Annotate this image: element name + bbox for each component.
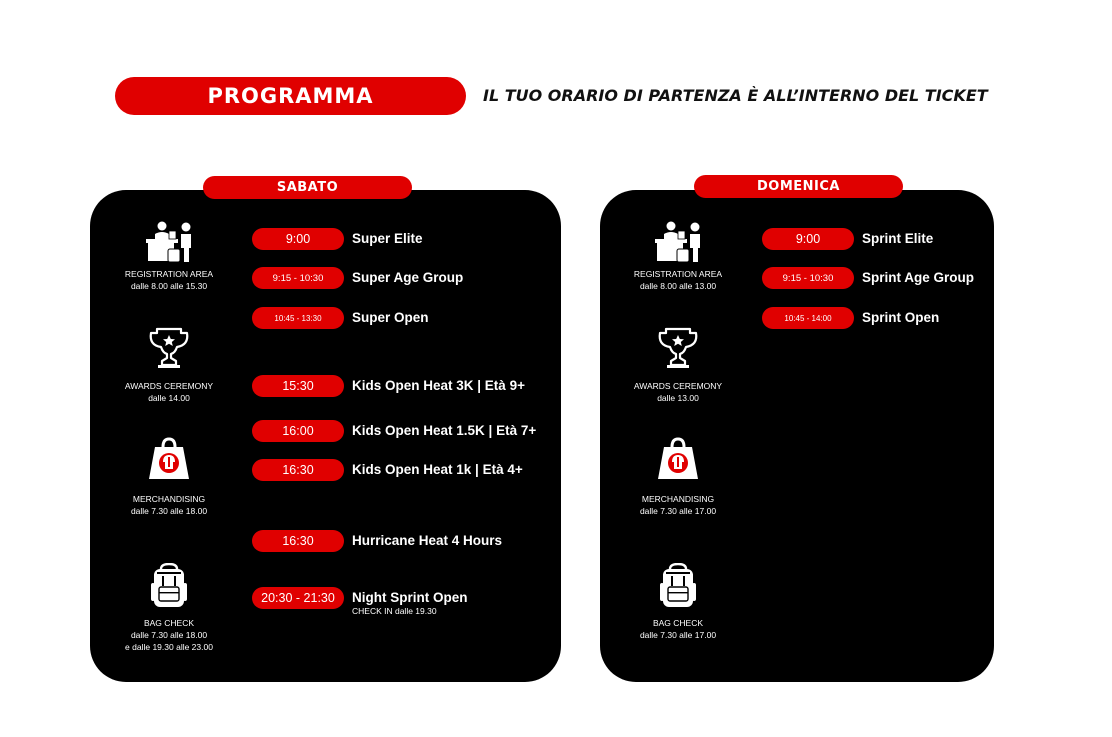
event-label: Kids Open Heat 1k | Età 4+: [352, 462, 523, 477]
sunday-service-awards: [598, 325, 758, 404]
saturday-day-label: SABATO: [203, 176, 412, 199]
event-time: 9:00: [252, 228, 344, 250]
sunday-event: [762, 267, 974, 289]
event-time: 16:30: [252, 530, 344, 552]
event-label: Sprint Age Group: [862, 270, 974, 285]
event-time: 9:15 - 10:30: [762, 267, 854, 289]
sunday-event: [762, 307, 939, 329]
service-hours: dalle 14.00: [148, 393, 190, 403]
event-time: 15:30: [252, 375, 344, 397]
service-hours-extra: e dalle 19.30 alle 23.00: [125, 642, 213, 652]
service-hours: dalle 8.00 alle 15.30: [130, 281, 208, 291]
saturday-event: [252, 420, 536, 442]
ticket-note: IL TUO ORARIO DI PARTENZA È ALL’INTERNO DEL TICKET: [483, 86, 988, 105]
event-time: 9:00: [762, 228, 854, 250]
event-note: CHECK IN dalle 19.30: [352, 606, 437, 616]
service-hours: dalle 13.00: [657, 393, 699, 403]
service-name: BAG CHECK: [143, 618, 195, 628]
service-hours: dalle 7.30 alle 17.00: [639, 630, 717, 640]
service-name: AWARDS CEREMONY: [124, 381, 214, 391]
service-name: MERCHANDISING: [132, 494, 206, 504]
saturday-event: [252, 375, 525, 397]
registration-desk-icon: [144, 218, 194, 264]
event-label: Night Sprint Open: [352, 590, 468, 605]
saturday-event: [252, 228, 423, 250]
event-label: Hurricane Heat 4 Hours: [352, 533, 503, 548]
trophy-icon: [147, 325, 191, 369]
event-label: Kids Open Heat 3K | Età 9+: [352, 378, 525, 393]
saturday-event: [252, 459, 523, 481]
sunday-day-label: DOMENICA: [694, 175, 903, 198]
service-hours: dalle 8.00 alle 13.00: [639, 281, 717, 291]
event-time: 16:00: [252, 420, 344, 442]
service-hours: dalle 7.30 alle 17.00: [639, 506, 717, 516]
merch-bag-icon: [147, 437, 191, 481]
service-name: BAG CHECK: [652, 618, 704, 628]
saturday-event: [252, 267, 463, 289]
event-time: 10:45 - 13:30: [252, 307, 344, 329]
saturday-event: [252, 307, 429, 329]
service-name: REGISTRATION AREA: [633, 269, 723, 279]
event-label: Super Elite: [352, 231, 423, 246]
event-time: 10:45 - 14:00: [762, 307, 854, 329]
saturday-service-registration: [89, 218, 249, 292]
merch-bag-icon: [656, 437, 700, 481]
saturday-service-bagcheck: [89, 563, 249, 653]
event-time: 20:30 - 21:30: [252, 587, 344, 609]
sunday-event: [762, 228, 933, 250]
event-time: 16:30: [252, 459, 344, 481]
event-label: Sprint Open: [862, 310, 940, 325]
service-name: MERCHANDISING: [641, 494, 715, 504]
saturday-service-awards: [89, 325, 249, 404]
registration-desk-icon: [653, 218, 703, 264]
service-name: REGISTRATION AREA: [124, 269, 214, 279]
event-label: Kids Open Heat 1.5K | Età 7+: [352, 423, 537, 438]
service-name: AWARDS CEREMONY: [633, 381, 723, 391]
backpack-icon: [147, 563, 191, 609]
sunday-service-merch: [598, 437, 758, 517]
trophy-icon: [656, 325, 700, 369]
event-time: 9:15 - 10:30: [252, 267, 344, 289]
programma-title: PROGRAMMA: [115, 77, 466, 115]
service-hours: dalle 7.30 alle 18.00: [130, 506, 208, 516]
saturday-service-merch: [89, 437, 249, 517]
service-hours: dalle 7.30 alle 18.00: [130, 630, 208, 640]
sunday-service-bagcheck: [598, 563, 758, 641]
event-label: Super Open: [352, 310, 429, 325]
sunday-service-registration: [598, 218, 758, 292]
event-label: Super Age Group: [352, 270, 464, 285]
event-label: Sprint Elite: [862, 231, 934, 246]
saturday-event: [252, 530, 502, 552]
saturday-event: [252, 587, 468, 616]
backpack-icon: [656, 563, 700, 609]
